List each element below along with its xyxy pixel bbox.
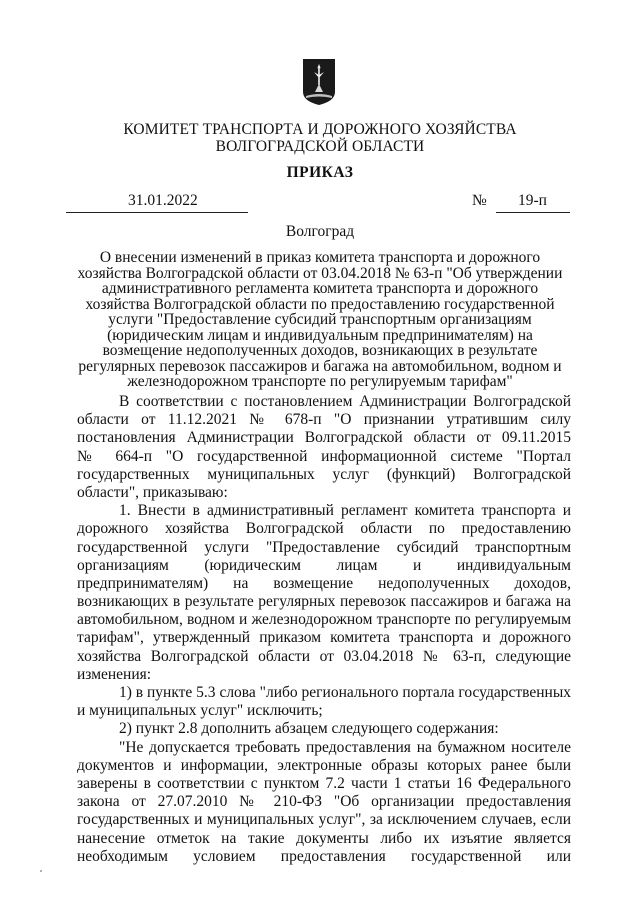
org-name-line1: КОМИТЕТ ТРАНСПОРТА И ДОРОЖНОГО ХОЗЯЙСТВА [123,121,517,138]
org-name-line2: ВОЛГОГРАДСКОЙ ОБЛАСТИ [215,138,425,155]
body-line: необходимым условием предоставления государственной или [77,847,571,865]
body-paragraph-quote [77,739,571,866]
scan-speck [40,870,42,872]
body-line: № 664-п "О государственной информационной системе "Портал [77,447,571,465]
number-underline [496,212,570,213]
body-paragraph-subitem-2 [77,720,571,738]
body-line: заверены в соответствии с пунктом 7.2 части 1 статьи 16 Федерального [77,774,571,792]
subject-line: услуги "Предоставление субсидий транспортным организациям [108,311,532,328]
body-line: изменения: [77,665,152,683]
body-line: государственной услуги "Предоставление субсидий транспортным [77,538,571,556]
body-line: хозяйства Волгоградской области от 03.04.2018 № 63-п, следующие [77,647,571,665]
body-paragraph-subitem-1 [77,684,571,720]
body-line: организациям (юридическим лицам и индивидуальным [77,556,571,574]
document-subject [0,250,640,390]
subject-line: хозяйства Волгоградской области по предоставлению государственной [85,295,555,313]
body-line: автомобильном, водном и железнодорожном транспорте по регулируемым [77,611,571,629]
body-line: постановления Администрации Волгоградской области от 09.11.2015 [77,429,571,447]
subject-line: административного регламента комитета транспорта и дорожного [101,280,539,297]
number-sign: № [472,192,487,209]
document-type: ПРИКАЗ [286,164,354,181]
body-line: закона от 27.07.2010 № 210-ФЗ "Об организации предоставления [77,793,571,811]
document-body [77,393,571,866]
body-line: государственных муниципальных услуг (функций) Волгоградской [77,465,571,483]
body-line: В соответствии с постановлением Администрации Волгоградской [119,393,571,410]
subject-line: железнодорожном транспорте по регулируемым тарифам" [127,373,513,390]
body-line: "Не допускается требовать предоставления на бумажном носителе [119,738,571,756]
body-line: 2) пункт 2.8 дополнить абзацем следующего содержания: [119,720,499,738]
body-paragraph-preamble [77,393,571,502]
body-line: 1) в пункте 5.3 слова "либо регионального портала государственных [119,684,571,701]
body-line: предпринимателям) на возмещение недополученных доходов, [77,574,571,592]
body-line: дорожного хозяйства Волгоградской области по предоставлению [77,520,571,538]
date-underline [66,212,248,213]
body-line: тарифам", утвержденный приказом комитета транспорта и дорожного [77,629,571,647]
subject-line: регулярных перевозок пассажиров и багажа на автомобильном, водном и [78,357,562,375]
body-line: возникающих в результате регулярных перевозок пассажиров и багажа на [77,593,571,611]
subject-line: возмещение недополученных доходов, возникающих в результате [102,342,538,359]
document-number: 19-п [518,192,547,209]
body-line: области", приказываю: [77,483,228,501]
body-line: государственных и муниципальных услуг", за исключением случаев, если [77,811,571,829]
body-paragraph-item-1 [77,502,571,684]
document-date: 31.01.2022 [128,192,198,209]
body-line: нанесение отметок на такие документы либо их изъятие является [77,829,571,847]
subject-line: (юридическим лицам и индивидуальным предпринимателям) на [107,326,533,344]
volgograd-coat-of-arms-icon [302,58,336,106]
body-line: 1. Внести в административный регламент комитета транспорта и [119,502,571,520]
body-line: документов и информации, электронные образы которых ранее были [77,756,571,774]
document-city: Волгоград [285,223,355,240]
subject-line: О внесении изменений в приказ комитета транспорта и дорожного [99,249,541,266]
body-line: области от 11.12.2021 № 678-п "О признании утратившим силу [77,411,571,429]
body-line: и муниципальных услуг" исключить; [77,702,323,720]
subject-line: хозяйства Волгоградской области от 03.04.2018 № 63-п "Об утверждении [77,264,563,282]
